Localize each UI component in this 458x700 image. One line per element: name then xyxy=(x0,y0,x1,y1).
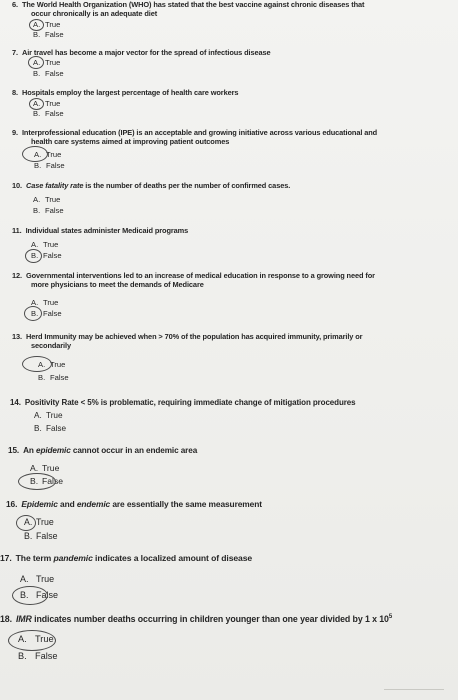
question-text-cont: secondarily xyxy=(31,341,71,350)
option-label: True xyxy=(43,240,59,249)
question-term: pandemic xyxy=(53,553,93,563)
option-label: False xyxy=(45,206,64,215)
option-label: True xyxy=(36,517,54,527)
option-letter: B. xyxy=(33,30,41,39)
option-letter: B. xyxy=(18,651,27,661)
option-letter: A. xyxy=(33,58,41,67)
option-label: False xyxy=(50,373,69,382)
option-false[interactable] xyxy=(33,206,64,215)
question-16 xyxy=(6,499,262,509)
question-term: Epidemic xyxy=(21,499,58,509)
question-number: 8. xyxy=(12,88,18,97)
question-number: 9. xyxy=(12,128,18,137)
question-14 xyxy=(10,398,355,408)
option-true[interactable] xyxy=(30,464,59,473)
option-letter: A. xyxy=(33,195,41,204)
question-9 xyxy=(12,128,377,146)
question-text: cannot occur in an endemic area xyxy=(70,446,198,455)
question-number: 12. xyxy=(12,271,22,280)
option-label: True xyxy=(36,574,55,584)
option-true[interactable] xyxy=(31,240,58,249)
question-text: Herd Immunity may be achieved when > 70% of the population has acquired immunity, primarily or xyxy=(25,332,363,341)
question-text: is the number of deaths per the number of confirmed cases. xyxy=(83,181,291,190)
option-letter: B. xyxy=(34,161,42,170)
option-true[interactable] xyxy=(34,411,63,420)
option-letter: A. xyxy=(34,150,42,159)
option-label: True xyxy=(50,360,66,369)
question-8 xyxy=(12,88,238,97)
question-text: Governmental interventions led to an increase of medical education in response to a growing need for xyxy=(25,271,375,280)
option-letter: B. xyxy=(34,424,42,433)
question-number: 18. xyxy=(0,613,12,624)
option-false[interactable] xyxy=(18,652,57,661)
question-text: The term xyxy=(15,553,54,563)
question-text: and xyxy=(57,499,77,509)
option-label: True xyxy=(46,411,63,420)
question-number: 7. xyxy=(12,48,18,57)
question-text: Hospitals employ the largest percentage of health care workers xyxy=(21,88,239,97)
option-false[interactable] xyxy=(33,109,64,118)
question-text: are essentially the same measurement xyxy=(110,499,262,509)
option-true[interactable] xyxy=(33,195,60,204)
option-letter: A. xyxy=(33,99,41,108)
question-text: Interprofessional education (IPE) is an acceptable and growing initiative across various educational and xyxy=(21,128,378,137)
question-10 xyxy=(12,181,290,190)
question-text: The World Health Organization (WHO) has stated that the best vaccine against chronic diseases that xyxy=(21,0,365,9)
option-false[interactable] xyxy=(34,424,66,433)
option-label: True xyxy=(46,150,62,159)
option-label: True xyxy=(43,298,59,307)
option-letter: B. xyxy=(33,69,41,78)
option-letter: A. xyxy=(33,20,41,29)
option-letter: A. xyxy=(20,574,29,584)
option-label: False xyxy=(45,30,64,39)
option-letter: B. xyxy=(31,309,39,318)
question-17 xyxy=(0,553,252,564)
option-true[interactable] xyxy=(38,360,65,369)
option-label: True xyxy=(45,58,61,67)
option-false[interactable] xyxy=(20,591,58,600)
option-false[interactable] xyxy=(34,161,65,170)
option-label: False xyxy=(36,590,59,600)
option-true[interactable] xyxy=(24,518,54,527)
option-false[interactable] xyxy=(24,532,58,541)
option-label: False xyxy=(35,651,58,661)
question-text: Positivity Rate < 5% is problematic, requiring immediate change of mitigation procedures xyxy=(24,398,356,407)
option-label: False xyxy=(36,531,58,541)
option-true[interactable] xyxy=(33,99,60,108)
option-label: True xyxy=(42,463,60,473)
question-term: IMR xyxy=(15,613,32,624)
question-text: Air travel has become a major vector for the spread of infectious disease xyxy=(21,48,271,57)
page-edge xyxy=(384,689,444,698)
question-6 xyxy=(12,0,364,18)
question-number: 10. xyxy=(12,181,22,190)
option-true[interactable] xyxy=(33,58,60,67)
option-label: True xyxy=(45,99,61,108)
question-text-cont: health care systems aimed at improving patient outcomes xyxy=(31,137,230,146)
option-label: False xyxy=(43,309,62,318)
question-number: 14. xyxy=(10,398,21,407)
question-text-cont: more physicians to meet the demands of Medicare xyxy=(31,280,204,289)
option-letter: A. xyxy=(24,517,33,527)
option-false[interactable] xyxy=(38,373,69,382)
option-label: False xyxy=(45,109,64,118)
question-number: 15. xyxy=(8,446,20,455)
option-letter: B. xyxy=(33,109,41,118)
exponent: 5 xyxy=(388,614,393,620)
option-letter: A. xyxy=(31,298,39,307)
question-number: 16. xyxy=(6,499,18,509)
option-label: False xyxy=(46,424,67,433)
option-label: False xyxy=(43,251,62,260)
option-true[interactable] xyxy=(34,150,61,159)
option-letter: A. xyxy=(30,463,39,473)
option-letter: A. xyxy=(34,411,42,420)
option-letter: A. xyxy=(38,360,46,369)
question-number: 6. xyxy=(12,0,18,9)
question-term: Case fatality rate xyxy=(25,181,84,190)
option-letter: A. xyxy=(18,634,27,644)
question-text: indicates number deaths occurring in children younger than one year divided by 1 x 10 xyxy=(31,613,389,624)
question-number: 13. xyxy=(12,332,22,341)
option-false[interactable] xyxy=(33,69,64,78)
question-number: 11. xyxy=(12,226,22,235)
option-label: False xyxy=(45,69,64,78)
option-false[interactable] xyxy=(31,251,62,260)
option-label: False xyxy=(46,161,65,170)
option-letter: B. xyxy=(24,531,33,541)
option-label: True xyxy=(35,634,54,644)
option-letter: B. xyxy=(31,251,39,260)
option-letter: B. xyxy=(38,373,46,382)
option-label: True xyxy=(45,195,61,204)
question-12 xyxy=(12,271,375,289)
question-7 xyxy=(12,48,271,57)
option-true[interactable] xyxy=(33,20,60,29)
option-true[interactable] xyxy=(20,575,54,584)
question-text: An xyxy=(23,446,36,455)
option-false[interactable] xyxy=(31,309,62,318)
question-text: indicates a localized amount of disease xyxy=(92,553,253,563)
question-15 xyxy=(8,446,197,456)
option-false[interactable] xyxy=(30,477,63,486)
option-false[interactable] xyxy=(33,30,64,39)
question-18 xyxy=(0,612,392,625)
option-true[interactable] xyxy=(18,635,54,644)
option-letter: B. xyxy=(20,590,29,600)
question-text: Individual states administer Medicaid programs xyxy=(25,226,189,235)
question-term: epidemic xyxy=(35,446,71,455)
question-11 xyxy=(12,226,188,235)
option-letter: B. xyxy=(30,476,39,486)
option-label: False xyxy=(42,476,64,486)
option-true[interactable] xyxy=(31,298,58,307)
question-term: endemic xyxy=(76,499,111,509)
question-text-cont: occur chronically is an adequate diet xyxy=(31,9,158,18)
question-13 xyxy=(12,332,362,350)
option-letter: B. xyxy=(33,206,41,215)
option-letter: A. xyxy=(31,240,39,249)
question-number: 17. xyxy=(0,553,12,563)
option-label: True xyxy=(45,20,61,29)
